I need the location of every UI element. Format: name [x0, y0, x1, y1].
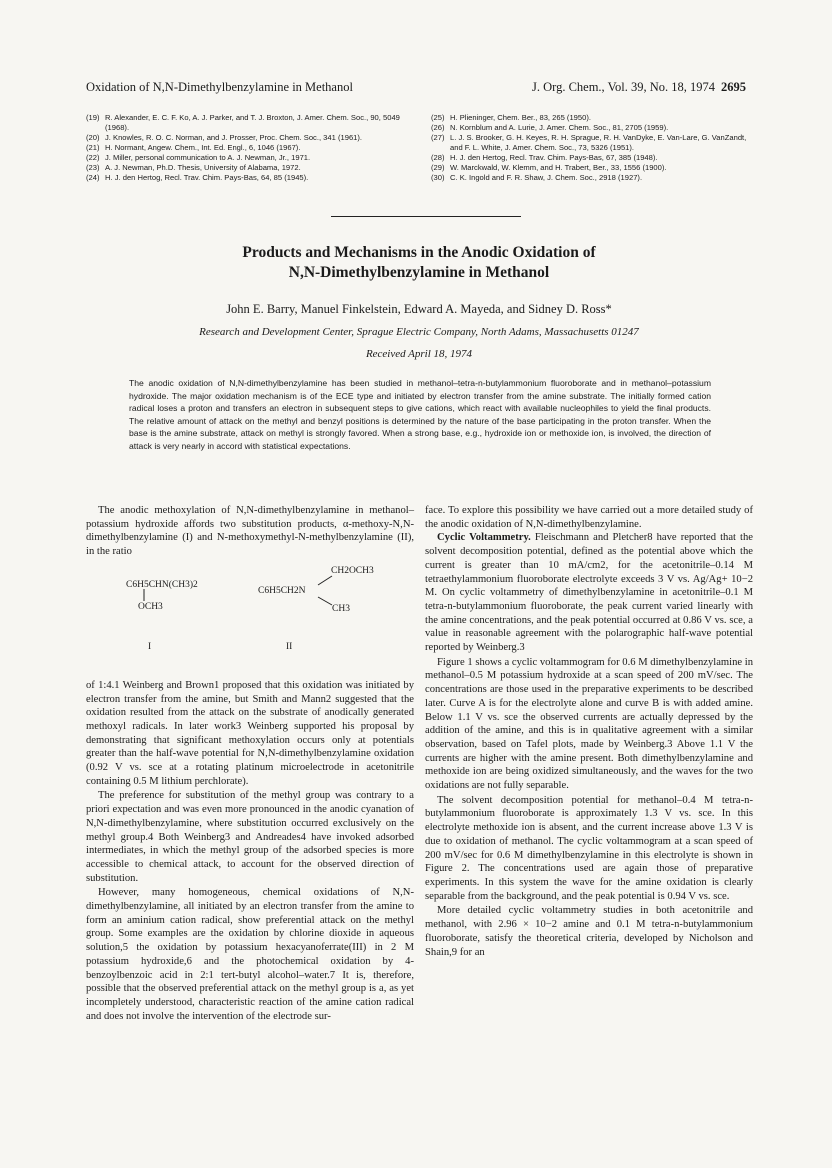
- structure-i-formula: C6H5CHN(CH3)2: [126, 579, 198, 590]
- references-right: [431, 113, 751, 183]
- section-heading: Cyclic Voltammetry.: [437, 532, 531, 544]
- reference: [431, 173, 751, 183]
- reference-text: W. Marckwald, W. Klemm, and H. Trabert, Ber., 33, 1556 (1900).: [450, 163, 667, 172]
- paragraph: The anodic methoxylation of N,N-dimethylbenzylamine in methanol–potassium hydroxide affords two substitution products, α-methoxy-N,N-dimethylbenzylamine (I) and N-methoxymethyl-N-methylbenzylamine (II), in the ratio: [86, 505, 414, 558]
- reference: [431, 123, 751, 133]
- reference-text: H. J. den Hertog, Recl. Trav. Chim. Pays-Bas, 67, 385 (1948).: [450, 153, 658, 162]
- reference-number: (28): [431, 153, 445, 162]
- reference-number: (27): [431, 133, 445, 142]
- paragraph: However, many homogeneous, chemical oxidations of N,N-dimethylbenzylamine, all initiated by an electron transfer from the amine to form an aminium cation radical, show preferential attack on the methyl group. Some examples are the oxidation by chlorine dioxide in aqueous solution,5 the oxidation by potassium hexacyanoferrate(III) in 2 M potassium hydroxide,6 and the photochemical oxidation by 4-benzoylbenzoic acid in 2:1 tert-butyl alcohol–water.7 It is, therefore, possible that the observed preferential attack on the methyl group is a, as yet incompletely understood, characteristic reaction of the amine cation radical and does not involve the intervention of the electrode sur-: [86, 887, 414, 1022]
- paragraph: face. To explore this possibility we have carried out a more detailed study of the anodic oxidation of N,N-dimethylbenzylamine.: [425, 505, 753, 530]
- reference-number: (20): [86, 133, 100, 142]
- references-left: [86, 113, 421, 183]
- affiliation: Research and Development Center, Sprague Electric Company, North Adams, Massachusetts 01247: [199, 326, 639, 338]
- reference: [431, 113, 751, 123]
- reference-number: (30): [431, 173, 445, 182]
- paragraph: [425, 531, 753, 654]
- structure-i-label: I: [148, 641, 152, 652]
- body-column-right: [425, 504, 753, 959]
- reference-text: R. Alexander, E. C. F. Ko, A. J. Parker, and T. J. Broxton, J. Amer. Chem. Soc., 90, 5049 (1968).: [105, 113, 400, 132]
- title-line-2: N,N-Dimethylbenzylamine in Methanol: [288, 264, 550, 281]
- title-line-1: Products and Mechanisms in the Anodic Oxidation of: [242, 244, 596, 261]
- reference-text: C. K. Ingold and F. R. Shaw, J. Chem. Soc., 2918 (1927).: [450, 173, 643, 182]
- page-number: 2695: [721, 80, 746, 94]
- reference-text: H. J. den Hertog, Recl. Trav. Chim. Pays-Bas, 64, 85 (1945).: [105, 173, 309, 182]
- structure-ii-formula: C6H5CH2N: [258, 585, 306, 596]
- reference-text: H. Normant, Angew. Chem., Int. Ed. Engl., 6, 1046 (1967).: [105, 143, 301, 152]
- chemical-structures: [86, 563, 414, 673]
- paragraph: The preference for substitution of the methyl group was contrary to a priori expectation and was even more pronounced in the anodic cyanation of N,N-dimethylbenzylamine, where substitution occurred exclusively on the methyl group.4 Both Weinberg3 and Andreades4 have invoked adsorbed intermediates, in which the methyl group of the adsorbed species is more accessible to chemical attack, to account for the observed direction of substitution.: [86, 790, 414, 884]
- structure-i-substituent: OCH3: [138, 601, 163, 612]
- paragraph: of 1:4.1 Weinberg and Brown1 proposed that this oxidation was initiated by electron transfer from the amine, but Smith and Mann2 suggested that the oxidation resulted from the attack on the substrate of anodically generated methoxyl radicals. In later work3 Weinberg supported his proposal by demonstrating that significant methoxylation occurs only at potentials greater than the half-wave potential for N,N-dimethylbenzylamine oxidation (0.92 V vs. sce at a rotating platinum microelectrode in acetonitrile containing 0.5 M lithium perchlorate).: [86, 679, 414, 787]
- abstract: The anodic oxidation of N,N-dimethylbenzylamine has been studied in methanol–tetra-n-butylammonium fluoroborate and in methanol–potassium hydroxide. The major oxidation mechanism is of the ECE type and initiated by electron transfer from the amine substrate. The initially formed cation radical loses a proton and transfers an electron in subsequent steps to give cations, which react with available nucleophiles to yield the final products. The relative amount of attack on the methyl and benzyl positions is determined by the nature of the base participating in the proton transfer. When the base is the amine substrate, attack on methyl is strongly favored. When a strong base, e.g., hydroxide ion or methoxide ion, is involved, the direction of attack is very nearly in accord with statistical expectations.: [129, 378, 711, 451]
- journal-citation: [532, 80, 746, 95]
- reference: [86, 133, 421, 143]
- received-date: Received April 18, 1974: [365, 348, 473, 360]
- journal-name: J. Org. Chem., Vol. 39, No. 18, 1974: [531, 80, 715, 94]
- paragraph-text: Fleischmann and Pletcher8 have reported that the solvent decomposition potential, defined as the potential above which the current is greater than 10 mA/cm2, for the acetonitrile–0.14 M tetraethylammonium fluoroborate electrolyte exceeds 3 V vs. Ag/Ag+ 10−2 M. On cyclic voltammetry of dimethylbenzylamine in acetonitrile–0.1 M tetra-n-butylammonium fluoroborate, the peak current varied linearly with the amine concentrations, and the peak potential occurred at 0.86 V vs. sce, a value in reasonable agreement with the polarographic half-wave potential reported by Weinberg.3: [425, 532, 753, 654]
- paragraph: Figure 1 shows a cyclic voltammogram for 0.6 M dimethylbenzylamine in methanol–0.5 M potassium hydroxide at a scan speed of 200 mV/sec. The concentrations are those used in the preparative experiments to be described later. Curve A is for the electrolyte alone and curve B is with added amine. Below 1.1 V vs. sce the observed currents are actually depressed by the addition of the amine, and this is in qualitative agreement with a similar observation, based on Tafel plots, made by Weinberg.3 Above 1.1 V the currents are higher with the amine present. Both dimethylbenzylamine and methoxide ion are being oxidized simultaneously, and the waves for the two oxidations are not fully separable.: [425, 656, 753, 792]
- reference-number: (21): [86, 143, 100, 152]
- reference-text: J. Miller, personal communication to A. J. Newman, Jr., 1971.: [105, 153, 311, 162]
- reference: [86, 113, 421, 133]
- reference-text: N. Kornblum and A. Lurie, J. Amer. Chem. Soc., 81, 2705 (1959).: [450, 123, 669, 132]
- reference-number: (22): [86, 153, 100, 162]
- article-title: [86, 243, 752, 283]
- running-header: [86, 80, 746, 100]
- reference-number: (26): [431, 123, 445, 132]
- reference: [86, 143, 421, 153]
- body-column-left: [86, 504, 414, 1023]
- structure-ii-bottom-substituent: CH3: [332, 603, 350, 614]
- reference-number: (23): [86, 163, 100, 172]
- authors: John E. Barry, Manuel Finkelstein, Edward A. Mayeda, and Sidney D. Ross*: [226, 302, 612, 316]
- reference-number: (19): [86, 113, 100, 122]
- reference: [86, 163, 421, 173]
- structure-ii-top-substituent: CH2OCH3: [331, 565, 374, 576]
- section-divider: [331, 216, 521, 217]
- reference-text: J. Knowles, R. O. C. Norman, and J. Prosser, Proc. Chem. Soc., 341 (1961).: [105, 133, 363, 142]
- reference: [431, 163, 751, 173]
- reference: [86, 173, 421, 183]
- reference: [86, 153, 421, 163]
- reference-text: A. J. Newman, Ph.D. Thesis, University of Alabama, 1972.: [105, 163, 301, 172]
- running-title: Oxidation of N,N-Dimethylbenzylamine in Methanol: [86, 80, 353, 94]
- reference-number: (24): [86, 173, 100, 182]
- reference-text: L. J. S. Brooker, G. H. Keyes, R. H. Sprague, R. H. VanDyke, E. Van-Lare, G. VanZandt, and F. L. White, J. Amer. Chem. Soc., 73, 5326 (1951).: [450, 133, 747, 152]
- reference: [431, 133, 751, 153]
- paragraph: More detailed cyclic voltammetry studies in both acetonitrile and methanol, with 2.96 × 10−2 amine and 0.1 M tetra-n-butylammonium fluoroborate, satisfy the theoretical criteria, developed by Nicholson and Shain,9 for an: [425, 905, 753, 958]
- reference-number: (29): [431, 163, 445, 172]
- reference-number: (25): [431, 113, 445, 122]
- structure-ii-label: II: [286, 641, 293, 652]
- paragraph: The solvent decomposition potential for methanol–0.4 M tetra-n-butylammonium fluoroborate is approximately 1.3 V vs. sce. In this electrolyte methoxide ion is absent, and the current increase above 1.3 V is due to oxidation of methanol. The cyclic voltammogram at a scan speed of 200 mV/sec for 0.6 M dimethylbenzylamine in this electrolyte is shown in Figure 2. The concentrations used are again those of preparative experiments. In this system the wave for the amine oxidation is clearly separable from the background, and the peak potential is 0.94 V vs. sce.: [425, 794, 753, 902]
- reference: [431, 153, 751, 163]
- reference-text: H. Plieninger, Chem. Ber., 83, 265 (1950).: [450, 113, 591, 122]
